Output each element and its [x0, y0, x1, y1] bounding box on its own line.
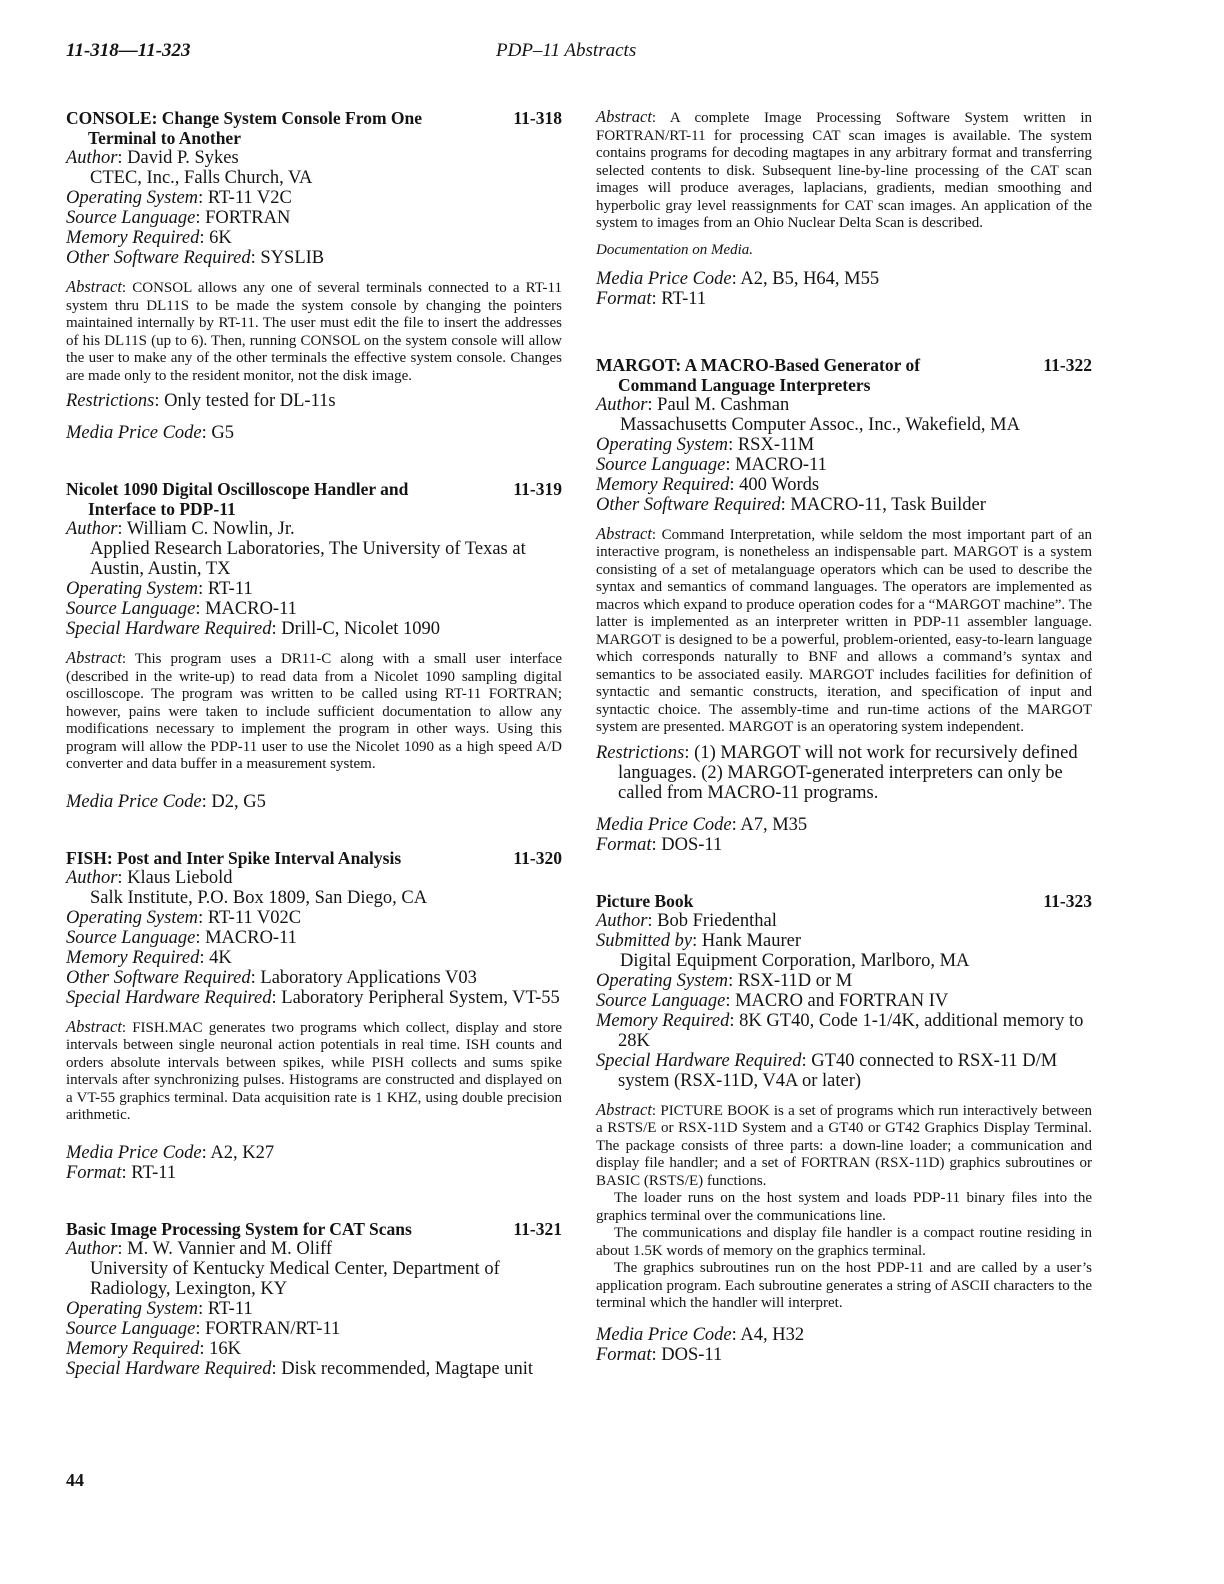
hardware-field: Special Hardware Required: Disk recommended, Magtape unit: [66, 1358, 534, 1379]
language-field: Source Language: MACRO-11: [596, 454, 827, 475]
title-line: FISH: Post and Inter Spike Interval Analysis: [66, 847, 402, 868]
format-field: Format: DOS-11: [596, 834, 723, 855]
language-field: Source Language: FORTRAN: [66, 208, 291, 228]
os-field: Operating System: RT-11 V02C: [66, 907, 302, 928]
os-field: Operating System: RSX-11M: [596, 434, 815, 455]
media-price-code: Media Price Code: D2, G5: [66, 791, 266, 812]
media-price-code: Media Price Code: A2, K27: [66, 1142, 275, 1163]
title-line: Nicolet 1090 Digital Oscilloscope Handler and: [66, 479, 409, 499]
language-field: Source Language: FORTRAN/RT-11: [66, 1318, 341, 1339]
entry-11-320: [66, 848, 562, 1183]
author-field: Author: M. W. Vannier and M. Oliff: [66, 1238, 333, 1259]
entry-11-318: [66, 108, 562, 443]
author-field: Author: Klaus Liebold: [66, 867, 233, 888]
os-field: Operating System: RT-11: [66, 1298, 253, 1319]
title-line: Picture Book: [596, 890, 694, 911]
software-field: Other Software Required: MACRO-11, Task Builder: [596, 494, 986, 515]
author-field: Author: Bob Friedenthal: [596, 910, 777, 931]
affiliation: Massachusetts Computer Assoc., Inc., Wakefield, MA: [620, 414, 1020, 435]
software-field: Other Software Required: Laboratory Applications V03: [66, 967, 477, 988]
os-field: Operating System: RSX-11D or M: [596, 970, 853, 991]
software-field: Other Software Required: SYSLIB: [66, 248, 325, 268]
affiliation: CTEC, Inc., Falls Church, VA: [90, 168, 313, 188]
abstract: Abstract: FISH.MAC generates two programs which collect, display and store intervals between single neuronal action potentials in real time. ISH counts and orders absolute intervals between spikes, while PISH collects and sums spike intervals after synchronizing pulses. Histograms are constructed and displayed on a VT-55 graphics terminal. Data acquisition rate is 1 KHZ, using double precision arithmetic.: [66, 1016, 562, 1123]
media-price-code: Media Price Code: G5: [66, 423, 234, 443]
abstract: Abstract: CONSOL allows any one of several terminals connected to a RT-11 system thru DL11S to be made the system console by changing the pointers maintained internally by RT-11. The user must edit the file to insert the addresses of his DL11S (up to 6). Then, running CONSOL on the system console will allow the user to make any of the other terminals the effective system console. Changes are made only to the resident monitor, not the disk image.: [66, 277, 562, 384]
entry-title: [66, 108, 562, 148]
entry-number: 11-320: [513, 847, 562, 868]
entry-title: [596, 891, 1092, 911]
author-field: Author: David P. Sykes: [66, 148, 239, 168]
running-header-title: PDP–11 Abstracts: [496, 40, 637, 61]
documentation-note: Documentation on Media.: [596, 241, 754, 258]
affiliation: University of Kentucky Medical Center, Department of Radiology, Lexington, KY: [90, 1258, 500, 1299]
entry-11-322: [596, 355, 1092, 855]
entry-11-323: [596, 891, 1092, 1365]
restrictions-field: Restrictions: (1) MARGOT will not work for recursively defined languages. (2) MARGOT-generated interpreters can only be called from MACRO-11 programs.: [596, 742, 1078, 803]
language-field: Source Language: MACRO-11: [66, 927, 297, 948]
title-line: CONSOLE: Change System Console From One: [66, 108, 423, 128]
entry-title: [596, 355, 1092, 395]
entry-11-321-continued: [596, 108, 1092, 309]
author-field: Author: William C. Nowlin, Jr.: [66, 519, 295, 539]
affiliation: Salk Institute, P.O. Box 1809, San Diego, CA: [90, 887, 428, 908]
memory-field: Memory Required: 6K: [66, 228, 232, 248]
format-field: Format: DOS-11: [596, 1344, 723, 1365]
media-price-code: Media Price Code: A2, B5, H64, M55: [596, 268, 880, 289]
abstract: Abstract: This program uses a DR11-C along with a small user interface (described in the write-up) to read data from a Nicolet 1090 sampling digital oscilloscope. The program was written to be called using RT-11 FORTRAN; however, pains were taken to include sufficient documentation to allow any modifications necessary to implement the program in other ways. Using this program will allow the PDP-11 user to use the Nicolet 1090 as a high speed A/D converter and data buffer in a measurement system.: [66, 648, 562, 772]
left-column: [66, 108, 562, 1415]
abstract-paragraph: The loader runs on the host system and loads PDP-11 binary files into the graphics terminal over the communications line.: [596, 1190, 1092, 1224]
abstract-paragraph: The communications and display file handler is a compact routine residing in about 1.5K words of memory on the graphics terminal.: [596, 1225, 1092, 1259]
affiliation: Digital Equipment Corporation, Marlboro, MA: [620, 950, 970, 971]
hardware-field: Special Hardware Required: Drill-C, Nicolet 1090: [66, 619, 441, 639]
entry-title: [66, 1219, 562, 1239]
title-line: Terminal to Another: [88, 128, 241, 148]
language-field: Source Language: MACRO-11: [66, 599, 297, 619]
running-header-range: 11-318—11-323: [66, 40, 191, 61]
memory-field: Memory Required: 16K: [66, 1338, 242, 1359]
right-column: [596, 108, 1092, 1401]
entry-number: 11-321: [513, 1218, 562, 1239]
restrictions-field: Restrictions: Only tested for DL-11s: [66, 391, 336, 411]
os-field: Operating System: RT-11 V2C: [66, 188, 292, 208]
page-number: 44: [66, 1470, 84, 1490]
media-price-code: Media Price Code: A4, H32: [596, 1324, 805, 1345]
entry-number: 11-323: [1043, 890, 1092, 911]
entry-number: 11-318: [513, 108, 562, 128]
entry-11-321: [66, 1219, 562, 1379]
format-field: Format: RT-11: [66, 1162, 177, 1183]
language-field: Source Language: MACRO and FORTRAN IV: [596, 990, 949, 1011]
affiliation: Applied Research Laboratories, The University of Texas at Austin, Austin, TX: [90, 539, 526, 579]
abstract: Abstract: PICTURE BOOK is a set of programs which run interactively between a RSTS/E or RSX-11D System and a GT40 or GT42 Graphics Display Terminal. The package consists of three parts: a down-line loader; a communication and display file handler; and a set of FORTRAN (RSX-11D) graphics subroutines or BASIC (RSTS/E) functions.: [596, 1099, 1092, 1189]
author-field: Author: Paul M. Cashman: [596, 394, 790, 415]
memory-field: Memory Required: 8K GT40, Code 1-1/4K, additional memory to 28K: [596, 1010, 1084, 1051]
abstract: Abstract: A complete Image Processing Software System written in FORTRAN/RT-11 for processing CAT scan images is available. The system contains programs for decoding magtapes in any arbitrary format and transferring selected contents to disk. Subsequent line-by-line processing of the CAT scan images will produce averages, laplacians, gradients, median smoothing and hyperbolic gray level reassignments for CAT scan images. An application of the system to images from an Ohio Nuclear Delta Scan is described.: [596, 107, 1092, 231]
memory-field: Memory Required: 4K: [66, 947, 232, 968]
submitted-by-field: Submitted by: Hank Maurer: [596, 930, 801, 951]
abstract: Abstract: Command Interpretation, while seldom the most important part of an interactive program, is nonetheless an indispensable part. MARGOT is a system consisting of a set of metalanguage operators which can be used to describe the syntax and semantics of command languages. The operators are implemented as macros which expand to produce operation codes for a “MARGOT machine”. The latter is implemented as an interpreter written in PDP-11 assembler language. MARGOT is designed to be a powerful, problem-oriented, easy-to-learn language which corresponds naturally to BNF and allows a command’s syntax and semantics to be associated easily. MARGOT includes facilities for definition of syntactic and semantic constructs, iteration, and specification of input and syntactic choice. The assembly-time and run-time actions of the MARGOT system are presented. MARGOT is an operatoring system independent.: [596, 523, 1092, 735]
entry-11-319: [66, 479, 562, 812]
abstract-paragraph: The graphics subroutines run on the host PDP-11 and are called by a user’s application program. Each subroutine generates a string of ASCII characters to the terminal which the handler will interpret.: [596, 1260, 1092, 1311]
hardware-field: Special Hardware Required: Laboratory Peripheral System, VT-55: [66, 987, 560, 1008]
entry-title: [66, 479, 562, 519]
os-field: Operating System: RT-11: [66, 579, 253, 599]
title-line: Interface to PDP-11: [88, 499, 236, 519]
hardware-field: Special Hardware Required: GT40 connected to RSX-11 D/M system (RSX-11D, V4A or later): [596, 1050, 1058, 1091]
entry-title: [66, 848, 562, 868]
title-line: Basic Image Processing System for CAT Scans: [66, 1218, 412, 1239]
media-price-code: Media Price Code: A7, M35: [596, 814, 808, 835]
title-line: MARGOT: A MACRO-Based Generator of: [596, 354, 921, 375]
format-field: Format: RT-11: [596, 288, 707, 309]
entry-number: 11-322: [1043, 354, 1092, 375]
title-line: Command Language Interpreters: [618, 374, 871, 395]
entry-number: 11-319: [513, 479, 562, 499]
memory-field: Memory Required: 400 Words: [596, 474, 820, 495]
